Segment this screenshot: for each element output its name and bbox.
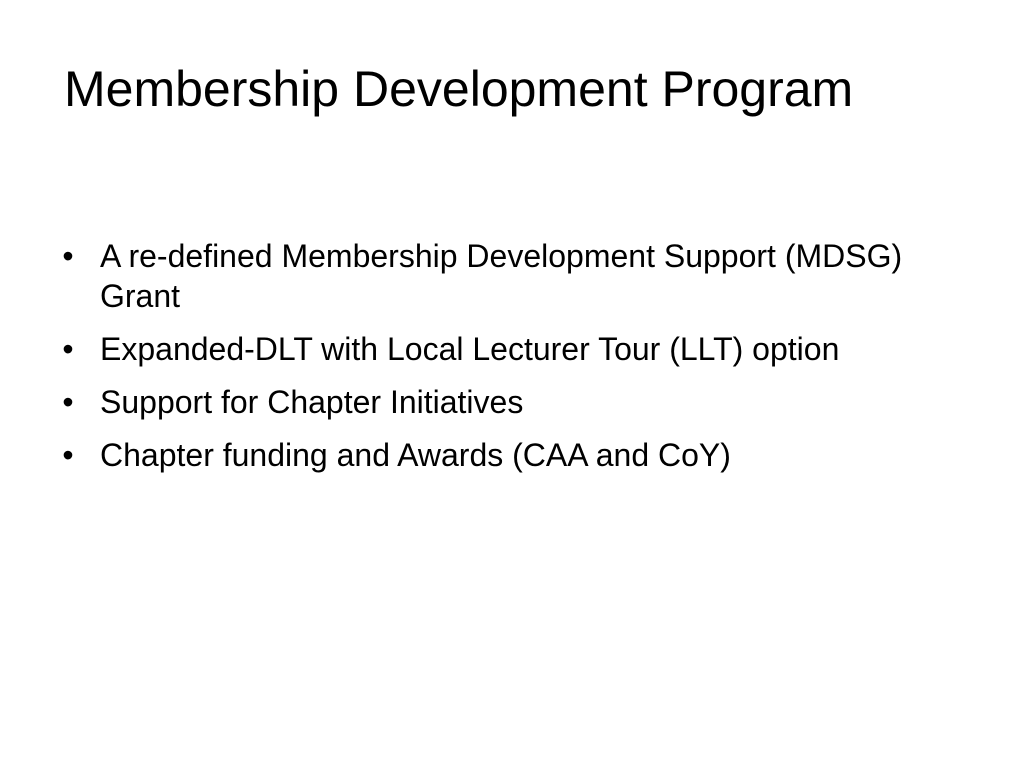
bullet-item — [58, 236, 958, 316]
bullet-text: Expanded-DLT with Local Lecturer Tour (LLT) option — [100, 331, 840, 367]
bullet-list — [58, 236, 958, 488]
bullet-item — [58, 382, 958, 422]
bullet-text: Support for Chapter Initiatives — [100, 384, 524, 420]
bullet-icon: • — [62, 331, 74, 367]
bullet-icon: • — [62, 384, 74, 420]
bullet-item — [58, 329, 958, 369]
bullet-icon: • — [62, 238, 74, 274]
bullet-text: A re-defined Membership Development Support (MDSG) Grant — [100, 238, 903, 314]
bullet-item — [58, 435, 958, 475]
slide-title: Membership Development Program — [64, 61, 854, 117]
bullet-icon: • — [62, 437, 74, 473]
bullet-text: Chapter funding and Awards (CAA and CoY) — [100, 437, 731, 473]
